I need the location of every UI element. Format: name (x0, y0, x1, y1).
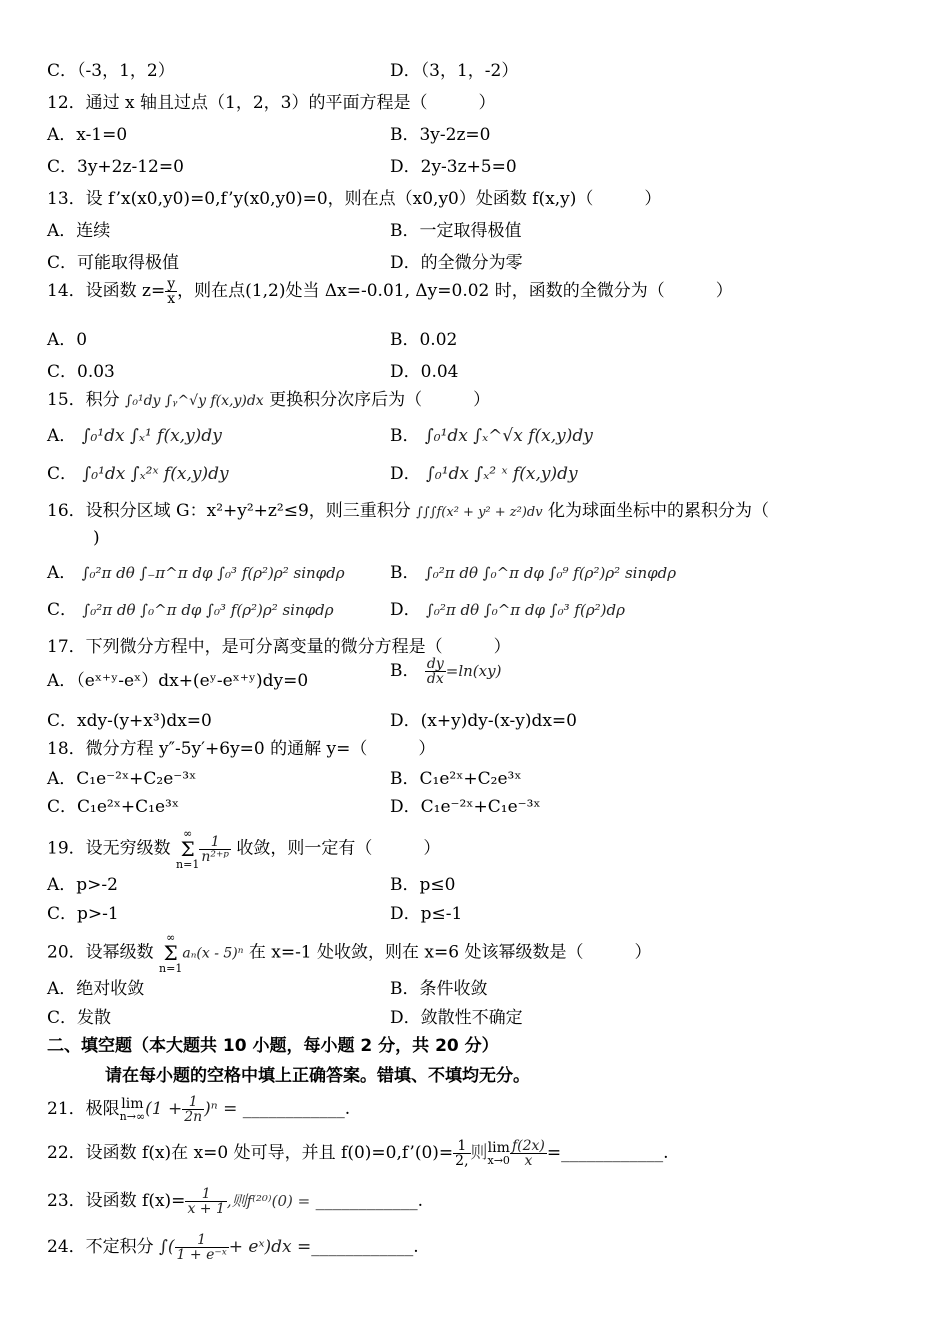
q17-b-num: dy (426, 656, 444, 672)
q15-stem-row (0, 385, 950, 419)
section2-instructions: 请在每小题的空格中填上正确答案。错填、不填均无分。 (105, 1066, 530, 1086)
q22-pre: 22．设函数 f(x)在 x=0 处可导，并且 f(0)=0,f’(0)= (47, 1143, 454, 1163)
q24-fraction (175, 1233, 229, 1262)
q20-option-b: B．条件收敛 (390, 979, 488, 999)
q20-series-expr: aₙ(x - 5)ⁿ (182, 945, 244, 962)
q17-option-b-label: B． (390, 661, 420, 681)
q20-options-row-2 (0, 1003, 950, 1033)
q15-stem-pre: 15．积分 (47, 390, 120, 410)
q19-stem (47, 828, 440, 870)
q15-options-row-2 (0, 459, 950, 493)
q18-option-a: A．C₁e⁻²ˣ+C₂e⁻³ˣ (47, 769, 197, 789)
q15-option-a (47, 421, 222, 446)
q17-option-b (390, 656, 501, 686)
q19-frac-num: 1 (199, 835, 231, 850)
q16-options-row-1 (0, 558, 950, 592)
q16-option-d-expr: ∫₀²π dθ ∫₀^π dφ ∫₀³ f(ρ²)dρ (426, 601, 625, 619)
section2-instructions-row (0, 1061, 950, 1091)
q19-stem-pre: 19．设无穷级数 (47, 838, 171, 859)
q15-option-d (390, 459, 578, 484)
q20-stem-pre: 20．设幂级数 (47, 942, 154, 963)
q20-option-d: D．敛散性不确定 (390, 1008, 523, 1028)
q11-options-row (0, 56, 950, 86)
q19-sum-top: ∞ (183, 827, 193, 840)
q14-stem-post: ，则在点(1,2)处当 Δx=-0.01, Δy=0.02 时，函数的全微分为（ ） (177, 281, 733, 301)
q22-frac2-num: f(2x) (511, 1138, 545, 1154)
q12-option-a: A．x-1=0 (47, 125, 128, 145)
q13-option-b: B．一定取得极值 (390, 221, 522, 241)
q21-lim-sub: n→∞ (119, 1110, 146, 1123)
q15-option-c (47, 459, 229, 484)
q17-b-den: dx (426, 671, 444, 687)
q24-expr-post: + eˣ)dx = (228, 1237, 312, 1257)
q18-stem-row (0, 734, 950, 764)
q21-pre: 21．极限 (47, 1099, 120, 1119)
q14-fraction (165, 277, 177, 306)
q16-option-c-label: C． (47, 600, 78, 620)
section2-title: 二、填空题（本大题共 10 小题，每小题 2 分，共 20 分） (47, 1036, 499, 1056)
q15-option-b-expr: ∫₀¹dx ∫ₓ^√x f(x,y)dy (424, 426, 593, 446)
q17-options-row-1 (0, 656, 950, 700)
q20-stem (47, 932, 651, 974)
q20-options-row-1 (0, 974, 950, 1004)
q13-option-c: C．可能取得极值 (47, 253, 180, 273)
q17-option-a: A．（eˣ⁺ʸ-eˣ）dx+(eʸ-eˣ⁺ʸ)dy=0 (47, 671, 309, 691)
q16-stem (47, 496, 769, 521)
q16-option-d-label: D． (390, 600, 421, 620)
q14-options-row-1 (0, 325, 950, 355)
q21-expr-pre: (1 + (145, 1099, 183, 1119)
q20-stem-row (0, 922, 950, 975)
q22-limit (488, 1141, 510, 1166)
q20-option-c: C．发散 (47, 1008, 112, 1028)
q19-option-b: B．p≤0 (390, 875, 456, 895)
q22-frac2-den: x (524, 1153, 533, 1169)
q22-row (0, 1132, 950, 1174)
q24-expr-pre: ∫( (159, 1237, 175, 1257)
sigma-icon: Σ (163, 941, 178, 965)
q14-frac-num: y (167, 276, 176, 292)
q14-options-row-2 (0, 357, 950, 387)
q21-frac-num: 1 (182, 1095, 204, 1110)
q21-answer-blank[interactable]: ____________. (242, 1099, 351, 1119)
q15-option-a-label: A． (47, 426, 77, 446)
q21-fraction (182, 1095, 204, 1124)
q21-limit (120, 1097, 145, 1122)
q17-option-d: D．(x+y)dy-(x-y)dx=0 (390, 711, 577, 731)
q23-mid: ,则f⁽²⁰⁾(0) = (226, 1192, 311, 1210)
q16-stem-cont: ) (93, 528, 100, 548)
q21-frac-den: 2n (184, 1109, 203, 1125)
q24-pre: 24．不定积分 (47, 1237, 154, 1257)
q13-option-a: A．连续 (47, 221, 111, 241)
q16-option-b-label: B． (390, 563, 420, 583)
q11-option-d: D．（3，1，-2） (390, 61, 519, 81)
q21-row (0, 1088, 950, 1128)
q15-option-b (390, 421, 593, 446)
q23-row (0, 1180, 950, 1220)
q21-lim: lim (121, 1096, 144, 1112)
q19-option-a: A．p>-2 (47, 875, 118, 895)
q14-option-a: A．0 (47, 330, 88, 350)
q15-option-c-label: C． (47, 464, 78, 484)
q24-frac-den: 1 + e⁻ˣ (176, 1247, 227, 1263)
q16-option-a-label: A． (47, 563, 77, 583)
q18-option-d: D．C₁e⁻²ˣ+C₁e⁻³ˣ (390, 797, 541, 817)
q22-mid: 则 (470, 1143, 488, 1163)
q16-option-b-expr: ∫₀²π dθ ∫₀^π dφ ∫₀⁹ f(ρ²)ρ² sinφdρ (424, 564, 677, 582)
q14-stem (47, 276, 733, 306)
q22-fraction (453, 1139, 470, 1168)
q19-frac-den: n²⁺ᵖ (201, 848, 229, 865)
q23-answer-blank[interactable]: ____________. (315, 1191, 423, 1211)
q12-options-row-2 (0, 152, 950, 182)
q20-sum-top: ∞ (166, 931, 176, 944)
q24-frac-num: 1 (175, 1233, 229, 1248)
q16-option-b (390, 558, 676, 583)
q16-option-a (47, 558, 345, 583)
q12-option-c: C．3y+2z-12=0 (47, 157, 184, 177)
q16-options-row-2 (0, 595, 950, 629)
q21 (47, 1094, 350, 1124)
q13-stem-row (0, 184, 950, 214)
q13-options-row-2 (0, 248, 950, 278)
q23-fraction (185, 1187, 226, 1216)
q18-option-c: C．C₁e²ˣ+C₁e³ˣ (47, 797, 180, 817)
q12-option-d: D．2y-3z+5=0 (390, 157, 517, 177)
q17-options-row-2 (0, 706, 950, 736)
q16-option-a-expr: ∫₀²π dθ ∫₋π^π dφ ∫₀³ f(ρ²)ρ² sinφdρ (81, 564, 345, 582)
q12-stem: 12．通过 x 轴且过点（1，2，3）的平面方程是（ ） (47, 93, 496, 113)
q12-option-b: B．3y-2z=0 (390, 125, 491, 145)
q18-option-b: B．C₁e²ˣ+C₂e³ˣ (390, 769, 522, 789)
q19-option-d: D．p≤-1 (390, 904, 463, 924)
q16-stem-row (0, 496, 950, 526)
q14-option-d: D．0.04 (390, 362, 459, 382)
q20-sum-symbol (159, 932, 182, 974)
q12-options-row-1 (0, 120, 950, 150)
q17-b-rest: =ln(xy) (445, 662, 502, 680)
q15-stem (47, 385, 490, 410)
q24-answer-blank[interactable]: ____________. (311, 1237, 419, 1257)
q22-fraction-2 (510, 1139, 547, 1168)
q15-option-d-expr: ∫₀¹dx ∫ₓ² ˣ f(x,y)dy (426, 464, 578, 484)
q19-sum-symbol (176, 828, 199, 870)
q22-answer-blank[interactable]: =____________. (546, 1143, 669, 1163)
q19-fraction (199, 835, 231, 864)
q15-option-a-expr: ∫₀¹dx ∫ₓ¹ f(x,y)dy (81, 426, 222, 446)
q22-frac-num: 1 (453, 1139, 470, 1154)
q24 (47, 1232, 419, 1262)
q18-stem: 18．微分方程 y″-5y′+6y=0 的通解 y=（ ） (47, 739, 436, 759)
q23-frac-den: x + 1 (187, 1201, 225, 1217)
q23-frac-num: 1 (185, 1187, 226, 1202)
section2-title-row (0, 1031, 950, 1061)
q15-options-row-1 (0, 421, 950, 455)
q16-option-d (390, 595, 625, 620)
q15-integral-expr: ∫₀¹dy ∫ᵧ^√y f(x,y)dx (125, 393, 264, 409)
q21-expr-post: )ⁿ = (204, 1099, 238, 1119)
q20-option-a: A．绝对收敛 (47, 979, 145, 999)
q14-option-b: B．0.02 (390, 330, 458, 350)
q13-options-row-1 (0, 216, 950, 246)
q22-lim: lim (487, 1140, 510, 1156)
q19-sum-bot: n=1 (176, 858, 200, 871)
q20-stem-post: 在 x=-1 处收敛，则在 x=6 处该幂级数是（ ） (248, 942, 652, 963)
q17-option-b-fraction (425, 657, 446, 686)
q19-stem-row (0, 818, 950, 871)
q16-stem-cont-row (0, 528, 950, 558)
q22-lim-sub: x→0 (487, 1154, 510, 1167)
q14-option-c: C．0.03 (47, 362, 115, 382)
q16-integral-expr: ∫∫∫f(x² + y² + z²)dv (416, 505, 543, 520)
q22 (47, 1138, 669, 1168)
q16-option-c (47, 595, 334, 620)
q15-option-b-label: B． (390, 426, 420, 446)
q19-option-c: C．p>-1 (47, 904, 119, 924)
q24-row (0, 1226, 950, 1268)
q15-stem-post: 更换积分次序后为（ ） (269, 390, 491, 410)
q17-stem: 17．下列微分方程中，是可分离变量的微分方程是（ ） (47, 637, 511, 657)
q23 (47, 1186, 423, 1216)
q17-option-c: C．xdy-(y+x³)dx=0 (47, 711, 212, 731)
q16-option-c-expr: ∫₀²π dθ ∫₀^π dφ ∫₀³ f(ρ²)ρ² sinφdρ (82, 601, 334, 619)
q11-option-c: C．（-3，1，2） (47, 61, 175, 81)
q13-option-d: D．的全微分为零 (390, 253, 523, 273)
q13-stem: 13．设 f’x(x0,y0)=0,f’y(x0,y0)=0，则在点（x0,y0）处函数 f(x,y)（ ） (47, 189, 662, 209)
q23-pre: 23．设函数 f(x)= (47, 1191, 186, 1211)
q16-stem-post: 化为球面坐标中的累积分为（ (548, 501, 769, 521)
q19-stem-post: 收敛，则一定有（ ） (236, 838, 441, 859)
q14-stem-row (0, 276, 950, 316)
q12-stem-row (0, 88, 950, 118)
q15-option-c-expr: ∫₀¹dx ∫ₓ²ˣ f(x,y)dy (82, 464, 229, 484)
q14-frac-den: x (167, 291, 176, 307)
q14-stem-pre: 14．设函数 z= (47, 281, 166, 301)
sigma-icon: Σ (180, 837, 195, 861)
q19-options-row-1 (0, 870, 950, 900)
q18-options-row-1 (0, 764, 950, 794)
q16-stem-pre: 16．设积分区域 G：x²+y²+z²≤9，则三重积分 (47, 501, 411, 521)
q15-option-d-label: D． (390, 464, 421, 484)
q20-sum-bot: n=1 (159, 962, 183, 975)
q22-frac-den: 2, (455, 1153, 469, 1169)
